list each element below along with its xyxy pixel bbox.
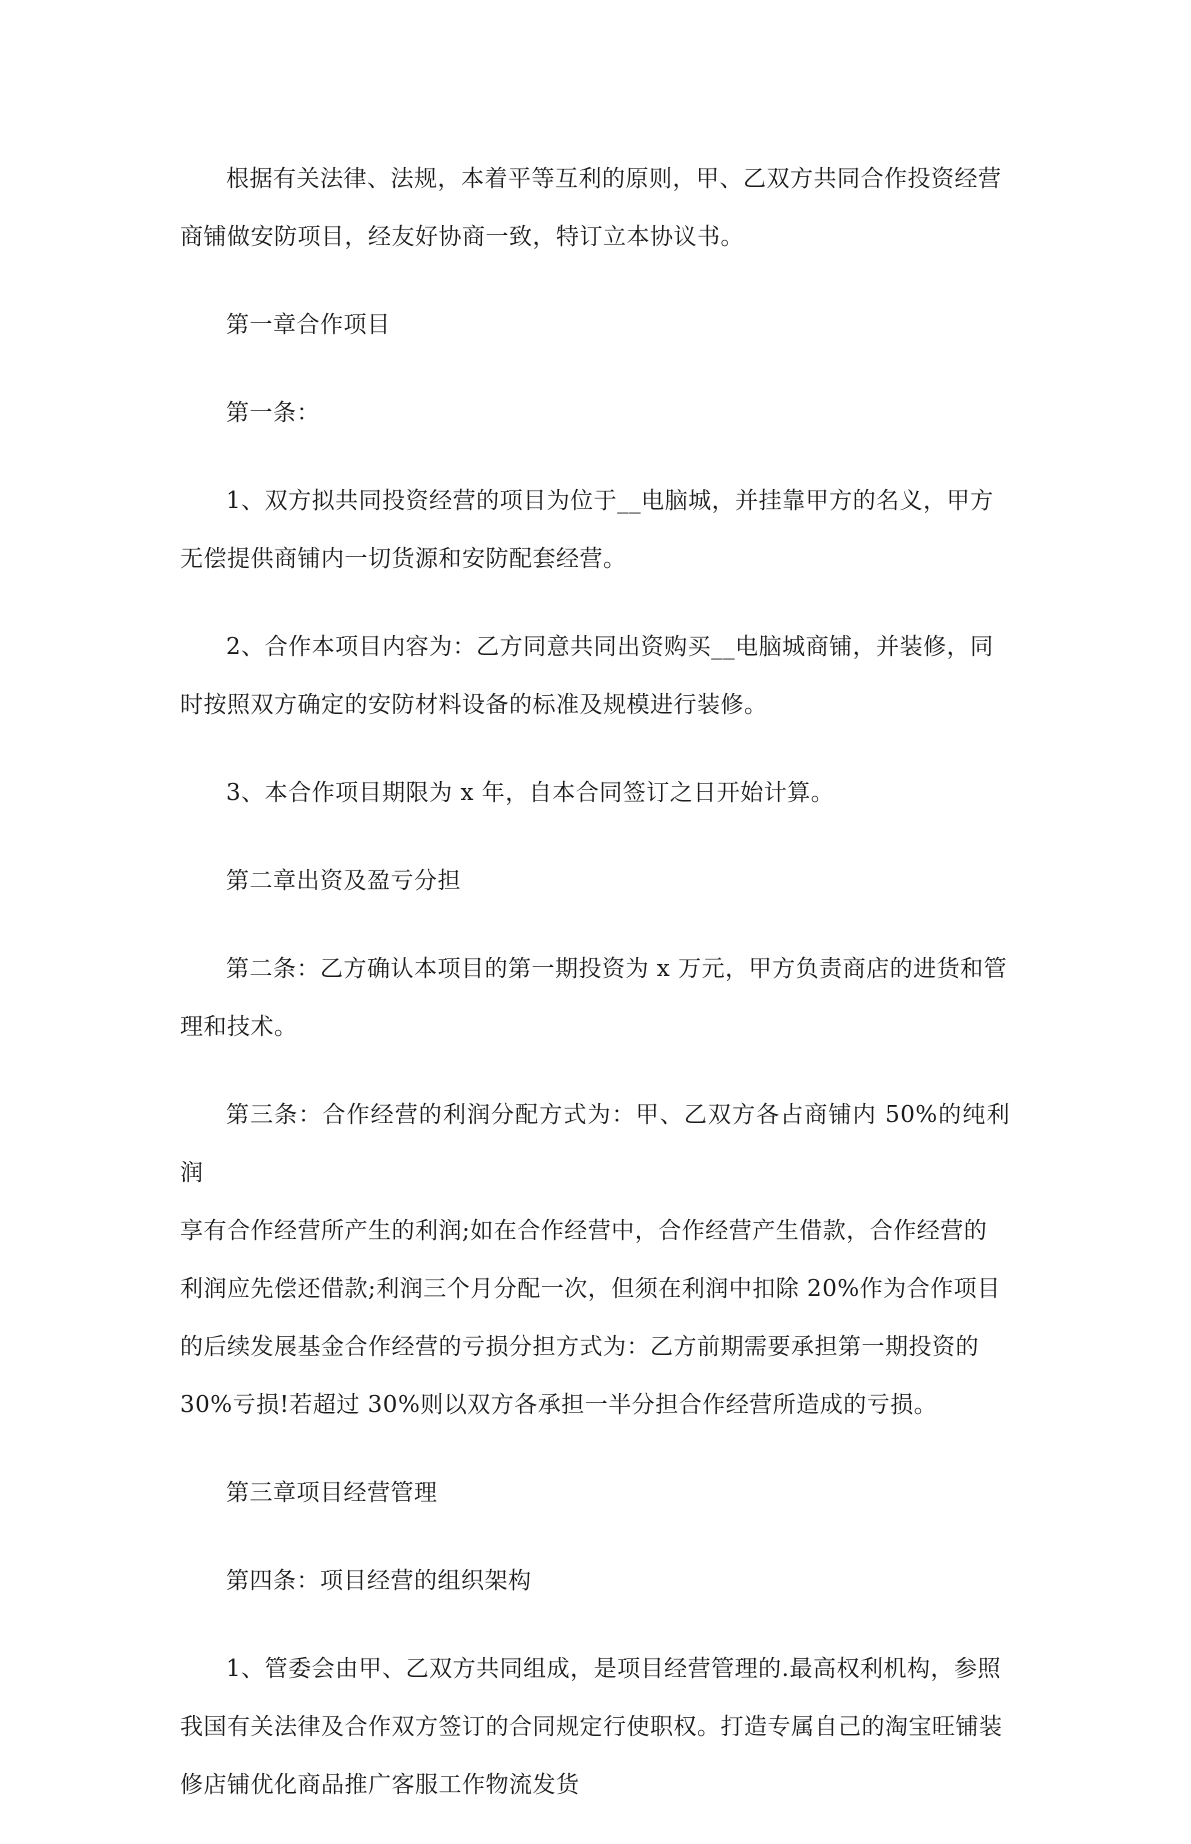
article-heading-4 <box>180 1552 1010 1610</box>
paragraph-item-2 <box>180 618 1010 734</box>
text-line: 享有合作经营所产生的利润;如在合作经营中，合作经营产生借款，合作经营的 <box>180 1218 988 1244</box>
paragraph-intro <box>180 150 1010 266</box>
text-line: 30%亏损!若超过 30%则以双方各承担一半分担合作经营所造成的亏损。 <box>180 1392 938 1418</box>
document-body <box>180 150 1010 1844</box>
text-line: 无偿提供商铺内一切货源和安防配套经营。 <box>180 546 627 572</box>
paragraph-article-2 <box>180 940 1010 1056</box>
text-line: 利润应先偿还借款;利润三个月分配一次，但须在利润中扣除 20%作为合作项目 <box>180 1276 1001 1302</box>
text-line: 我国有关法律及合作双方签订的合同规定行使职权。打造专属自己的淘宝旺铺装 <box>180 1714 1003 1740</box>
text-line: 第二条：乙方确认本项目的第一期投资为 x 万元，甲方负责商店的进货和管 <box>226 956 1008 982</box>
text-line: 商铺做安防项目，经友好协商一致，特订立本协议书。 <box>180 224 744 250</box>
paragraph-item-4-1 <box>180 1640 1010 1814</box>
text-line: 时按照双方确定的安防材料设备的标准及规模进行装修。 <box>180 692 768 718</box>
text-line: 理和技术。 <box>180 1014 298 1040</box>
text-line: 第三条：合作经营的利润分配方式为：甲、乙双方各占商铺内 50%的纯利润 <box>180 1102 1010 1186</box>
text-line: 1、管委会由甲、乙双方共同组成，是项目经营管理的.最高权利机构，参照 <box>226 1656 1001 1682</box>
heading-text: 第二章出资及盈亏分担 <box>226 868 461 894</box>
text-line: 修店铺优化商品推广客服工作物流发货 <box>180 1772 580 1798</box>
text-line: 1、双方拟共同投资经营的项目为位于__电脑城，并挂靠甲方的名义，甲方 <box>226 488 994 514</box>
heading-text: 第一章合作项目 <box>226 312 391 338</box>
chapter-heading-1 <box>180 296 1010 354</box>
heading-text: 第四条：项目经营的组织架构 <box>226 1568 532 1594</box>
chapter-heading-2 <box>180 852 1010 910</box>
heading-text: 第一条： <box>226 400 320 426</box>
text-line: 3、本合作项目期限为 x 年，自本合同签订之日开始计算。 <box>226 780 835 806</box>
text-line: 的后续发展基金合作经营的亏损分担方式为：乙方前期需要承担第一期投资的 <box>180 1334 979 1360</box>
paragraph-item-1 <box>180 472 1010 588</box>
text-line: 根据有关法律、法规，本着平等互利的原则，甲、乙双方共同合作投资经营 <box>226 166 1002 192</box>
article-heading-1 <box>180 384 1010 442</box>
paragraph-article-3 <box>180 1086 1010 1434</box>
chapter-heading-3 <box>180 1464 1010 1522</box>
text-line: 2、合作本项目内容为：乙方同意共同出资购买__电脑城商铺，并装修，同 <box>226 634 994 660</box>
heading-text: 第三章项目经营管理 <box>226 1480 438 1506</box>
paragraph-item-3 <box>180 764 1010 822</box>
